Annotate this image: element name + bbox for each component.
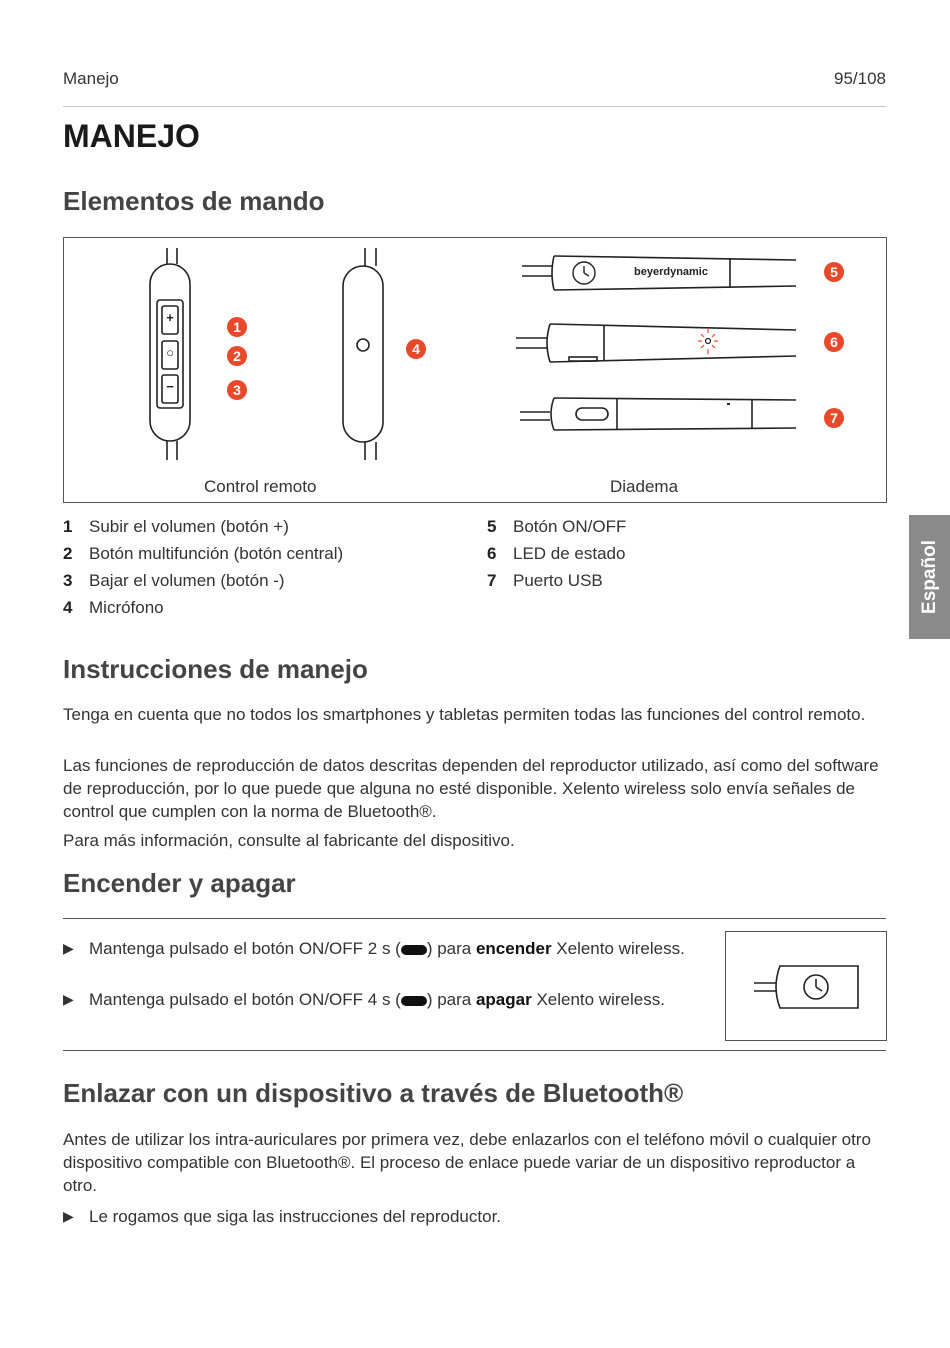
language-tab-label: Español <box>918 540 940 614</box>
paragraph: Para más información, consulte al fabricante del dispositivo. <box>63 831 515 850</box>
callout-7: 7 <box>824 408 844 428</box>
legend-item: 6 LED de estado <box>487 544 626 563</box>
callout-4: 4 <box>406 339 426 359</box>
legend-item: 4 Micrófono <box>63 598 164 617</box>
heading-instructions: Instrucciones de manejo <box>63 654 368 684</box>
callout-5: 5 <box>824 262 844 282</box>
section-rule <box>63 1050 886 1051</box>
paragraph: Tenga en cuenta que no todos los smartphones y tabletas permiten todas las funciones del control remoto. <box>63 705 866 724</box>
controls-illustration <box>64 238 886 502</box>
paragraph: Antes de utilizar los intra-auriculares por primera vez, debe enlazarlos con el teléfono móvil o cualquier otro dispositivo compatible con Bluetooth®. El proceso de enlace puede variar de un dispositivo reproductor a otro. <box>63 1130 871 1195</box>
legend-item: 7 Puerto USB <box>487 571 603 590</box>
caption-headband: Diadema <box>610 477 679 496</box>
bullet-arrow-icon: ▶ <box>63 991 74 1007</box>
page-title: MANEJO <box>63 118 200 154</box>
callout-3: 3 <box>227 380 247 400</box>
caption-remote: Control remoto <box>204 477 317 496</box>
controls-figure <box>63 237 887 503</box>
on-off-illustration <box>725 931 887 1041</box>
bullet-arrow-icon: ▶ <box>63 940 74 956</box>
heading-controls: Elementos de mando <box>63 186 325 216</box>
page-number: 95/108 <box>834 69 886 88</box>
legend-item: 5 Botón ON/OFF <box>487 517 627 536</box>
legend-item: 3 Bajar el volumen (botón -) <box>63 571 285 590</box>
button-press-icon <box>401 945 427 955</box>
bullet-item: ▶ Le rogamos que siga las instrucciones del reproductor. <box>63 1207 502 1226</box>
bullet-arrow-icon: ▶ <box>63 1208 74 1224</box>
button-press-icon <box>401 996 427 1006</box>
brand-logo-label: beyerdynamic <box>634 266 708 278</box>
callout-1: 1 <box>227 317 247 337</box>
section-rule <box>63 918 886 919</box>
bullet-item: ▶ Mantenga pulsado el botón ON/OFF 2 s ( ) para encender Xelento wireless. <box>63 939 685 958</box>
on-off-button-icon <box>726 932 886 1040</box>
language-tab[interactable] <box>909 515 950 639</box>
heading-power: Encender y apagar <box>63 868 296 898</box>
heading-pairing: Enlazar con un dispositivo a través de Bluetooth® <box>63 1078 684 1108</box>
volume-down-symbol: − <box>166 379 174 394</box>
running-header-section: Manejo <box>63 69 119 88</box>
volume-up-symbol: + <box>166 310 174 325</box>
header-divider <box>63 106 886 107</box>
paragraph: Las funciones de reproducción de datos descritas dependen del reproductor utilizado, así como del software de reproducción, por lo que puede que alguna no esté disponible. Xelento wireless solo envía señales de control que cumplen con la norma de Bluetooth®. <box>63 756 879 821</box>
legend-item: 2 Botón multifunción (botón central) <box>63 544 344 563</box>
bullet-item: ▶ Mantenga pulsado el botón ON/OFF 4 s ( ) para apagar Xelento wireless. <box>63 990 665 1009</box>
multifunction-symbol: ○ <box>166 345 174 360</box>
legend-item: 1 Subir el volumen (botón +) <box>63 517 289 536</box>
callout-6: 6 <box>824 332 844 352</box>
callout-2: 2 <box>227 346 247 366</box>
